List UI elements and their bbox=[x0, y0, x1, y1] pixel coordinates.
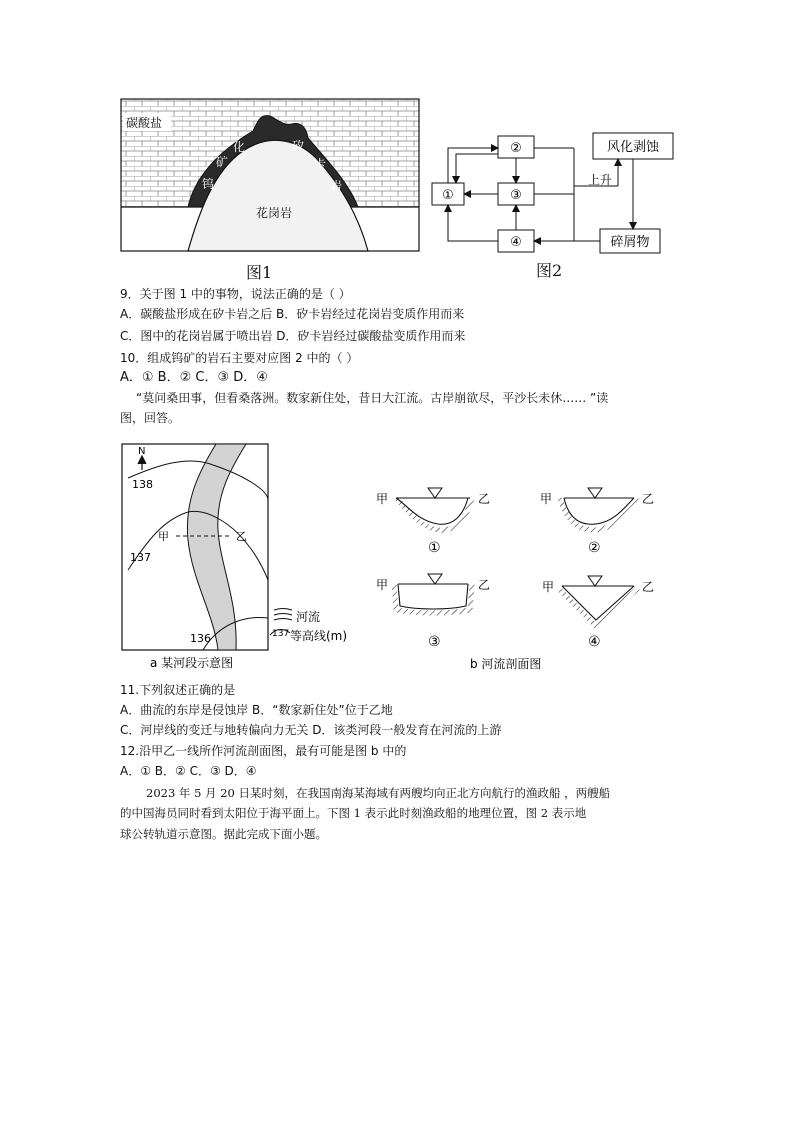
legend-river: 河流 bbox=[296, 610, 321, 624]
debris-label: 碎屑物 bbox=[610, 235, 650, 250]
map-a-river-segment bbox=[118, 440, 363, 672]
q9-stem: 9．关于图 1 中的事物，说法正确的是（ ） bbox=[120, 287, 351, 301]
profile2-label: ② bbox=[588, 540, 601, 556]
contour-138: 138 bbox=[132, 478, 153, 491]
label-carbonate: 碳酸盐 bbox=[126, 116, 163, 130]
north-label: N bbox=[138, 446, 146, 457]
poem-line-1: “莫问桑田事，但看桑落洲。数家新住处，昔日大江流。古岸崩欲尽，平沙长未休…… ”读 bbox=[136, 391, 609, 405]
q10-stem: 10．组成钨矿的岩石主要对应图 2 中的（ ） bbox=[120, 351, 359, 365]
label-tungsten-3: 化 bbox=[233, 140, 246, 154]
profile4-label: ④ bbox=[588, 634, 601, 650]
node-3: ③ bbox=[510, 188, 522, 203]
figure-2-rock-cycle bbox=[428, 128, 678, 256]
intro-line-2: 的中国海员同时看到太阳位于海平面上。下图 1 表示此时刻渔政船的地理位置，图 2 表示地 bbox=[120, 806, 587, 820]
intro-line-1: 2023 年 5 月 20 日某时刻，在我国南海某海域有两艘均向正北方向航行的渔政船 ，两艘船 bbox=[146, 786, 611, 800]
q12-stem: 12.沿甲乙一线所作河流剖面图，最有可能是图 b 中的 bbox=[120, 744, 407, 758]
contour-136: 136 bbox=[190, 632, 211, 645]
profile1-label: ① bbox=[428, 540, 441, 556]
label-tungsten-1: 钨 bbox=[202, 177, 215, 191]
weathering-label: 风化剥蚀 bbox=[606, 140, 660, 155]
profile4-yi: 乙 bbox=[642, 580, 655, 594]
poem-line-2: 图，回答。 bbox=[120, 411, 181, 425]
profiles-b-caption: b 河流剖面图 bbox=[470, 657, 542, 671]
fig1-caption: 图1 bbox=[246, 263, 273, 282]
node-4: ④ bbox=[510, 235, 522, 250]
label-skarn-2: 卡 bbox=[314, 157, 327, 171]
label-skarn-3: 岩 bbox=[330, 179, 343, 193]
profile3-label: ③ bbox=[428, 634, 441, 650]
profile1-jia: 甲 bbox=[376, 492, 389, 506]
profile2-yi: 乙 bbox=[642, 492, 655, 506]
profile1-yi: 乙 bbox=[478, 492, 491, 506]
q11-options-cd: C．河岸线的变迁与地转偏向力无关 D．该类河段一般发育在河流的上游 bbox=[120, 723, 502, 737]
legend-contour: 等高线(m) bbox=[290, 629, 348, 643]
intro-line-3: 球公转轨道示意图。据此完成下面小题。 bbox=[120, 827, 327, 841]
figure-b-river-profiles bbox=[368, 486, 663, 676]
profile3-yi: 乙 bbox=[478, 578, 491, 592]
profile3-jia: 甲 bbox=[376, 578, 389, 592]
q10-options: A．① B．② C．③ D．④ bbox=[120, 370, 268, 385]
figure-1-rock-diagram bbox=[118, 96, 423, 256]
uplift-label: 上升 bbox=[588, 173, 613, 187]
label-granite: 花岗岩 bbox=[256, 206, 293, 220]
q11-options-ab: A．曲流的东岸是侵蚀岸 B．“数家新住处”位于乙地 bbox=[120, 703, 393, 717]
q11-stem: 11.下列叙述正确的是 bbox=[120, 683, 236, 697]
label-tungsten-2: 矿 bbox=[216, 155, 229, 169]
q9-options-cd: C．图中的花岗岩属于喷出岩 D．矽卡岩经过碳酸盐变质作用而来 bbox=[120, 329, 466, 343]
q9-options-ab: A．碳酸盐形成在矽卡岩之后 B．矽卡岩经过花岗岩变质作用而来 bbox=[120, 307, 465, 321]
point-jia: 甲 bbox=[158, 530, 169, 543]
profile2-jia: 甲 bbox=[540, 492, 553, 506]
point-yi: 乙 bbox=[236, 530, 247, 543]
legend-contour-137: 137 bbox=[272, 629, 290, 639]
profile4-jia: 甲 bbox=[542, 580, 555, 594]
node-1: ① bbox=[442, 188, 454, 203]
label-skarn-1: 矽 bbox=[292, 139, 305, 153]
fig2-caption: 图2 bbox=[536, 261, 563, 280]
node-2: ② bbox=[510, 141, 522, 156]
q12-options: A．① B．② C．③ D．④ bbox=[120, 764, 257, 778]
contour-137-left: 137 bbox=[130, 551, 151, 564]
map-a-caption: a 某河段示意图 bbox=[150, 656, 234, 670]
